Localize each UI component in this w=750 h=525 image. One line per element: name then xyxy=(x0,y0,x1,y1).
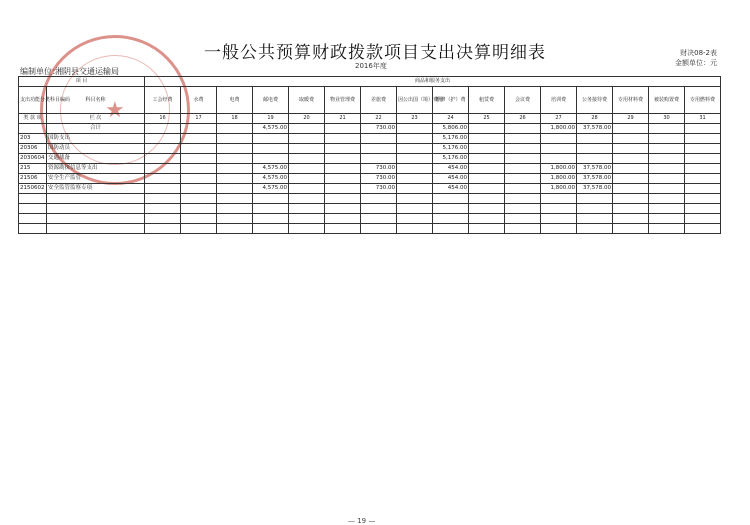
blank-cell xyxy=(47,204,145,214)
blank-cell xyxy=(541,224,577,234)
table-cell: 5,806.00 xyxy=(433,124,469,134)
blank-cell xyxy=(469,204,505,214)
amount-unit: 金额单位：元 xyxy=(675,59,717,67)
blank-cell xyxy=(361,224,397,234)
table-cell xyxy=(577,134,613,144)
col-name-header: 科目名称 xyxy=(47,87,145,114)
blank-cell xyxy=(289,194,325,204)
table-cell xyxy=(253,134,289,144)
table-cell xyxy=(145,164,181,174)
col-header: 取暖费 xyxy=(289,87,325,114)
col-number: 26 xyxy=(505,114,541,124)
table-row xyxy=(19,134,721,144)
table-row xyxy=(19,124,721,134)
blank-cell xyxy=(145,204,181,214)
col-code-header: 支出功能分类科目编码 xyxy=(19,87,47,114)
blank-cell xyxy=(19,224,47,234)
blank-cell xyxy=(433,214,469,224)
blank-cell xyxy=(289,214,325,224)
org-name: 湘阴县交通运输局 xyxy=(55,67,119,76)
row-name: 交通战备 xyxy=(47,154,145,164)
table-cell xyxy=(613,184,649,194)
table-cell xyxy=(325,164,361,174)
table-cell xyxy=(649,154,685,164)
blank-cell xyxy=(685,214,721,224)
row-name: 国防动员 xyxy=(47,144,145,154)
table-cell xyxy=(469,124,505,134)
table-cell: 5,176.00 xyxy=(433,144,469,154)
blank-cell xyxy=(253,204,289,214)
table-cell xyxy=(469,144,505,154)
blank-cell xyxy=(505,214,541,224)
col-number: 17 xyxy=(181,114,217,124)
table-cell xyxy=(181,144,217,154)
row-code: 2030604 xyxy=(19,154,47,164)
blank-cell xyxy=(433,204,469,214)
table-cell: 454.00 xyxy=(433,184,469,194)
table-cell: 730.00 xyxy=(361,164,397,174)
blank-cell xyxy=(181,204,217,214)
table-cell xyxy=(145,154,181,164)
table-cell xyxy=(289,134,325,144)
table-cell xyxy=(649,134,685,144)
blank-cell xyxy=(433,224,469,234)
table-cell xyxy=(685,154,721,164)
table-cell xyxy=(505,164,541,174)
table-cell xyxy=(685,184,721,194)
col-header: 维修（护）费 xyxy=(433,87,469,114)
table-cell xyxy=(505,154,541,164)
col-header: 电费 xyxy=(217,87,253,114)
blank-cell xyxy=(469,224,505,234)
table-cell: 1,800.00 xyxy=(541,174,577,184)
row-name: 安全监管监察专项 xyxy=(47,184,145,194)
table-cell: 37,578.00 xyxy=(577,124,613,134)
table-cell xyxy=(541,134,577,144)
blank-cell xyxy=(433,194,469,204)
col-header: 公务接待费 xyxy=(577,87,613,114)
blank-cell xyxy=(19,194,47,204)
table-cell xyxy=(181,154,217,164)
table-cell xyxy=(613,154,649,164)
row-code xyxy=(19,124,47,134)
blank-cell xyxy=(649,224,685,234)
col-number: 31 xyxy=(685,114,721,124)
header-row-labels xyxy=(19,87,721,114)
blank-cell xyxy=(325,214,361,224)
report-year: 2016年度 xyxy=(355,62,387,70)
row-name: 合计 xyxy=(47,124,145,134)
table-cell xyxy=(361,134,397,144)
table-row xyxy=(19,144,721,154)
blank-cell xyxy=(577,194,613,204)
table-cell xyxy=(505,184,541,194)
table-row xyxy=(19,184,721,194)
table-cell xyxy=(217,154,253,164)
row-kuan-label: 类 款 项 xyxy=(19,114,47,124)
blank-cell xyxy=(217,214,253,224)
blank-cell xyxy=(613,224,649,234)
table-cell: 5,176.00 xyxy=(433,134,469,144)
blank-cell xyxy=(685,194,721,204)
blank-cell xyxy=(505,204,541,214)
blank-cell xyxy=(47,194,145,204)
table-cell xyxy=(649,124,685,134)
page-number: — 19 — xyxy=(348,517,376,525)
table-cell: 730.00 xyxy=(361,184,397,194)
table-cell: 37,578.00 xyxy=(577,184,613,194)
table-cell xyxy=(649,164,685,174)
table-cell: 1,800.00 xyxy=(541,184,577,194)
table-cell xyxy=(325,134,361,144)
table-cell xyxy=(325,154,361,164)
table-cell xyxy=(289,154,325,164)
table-cell xyxy=(613,174,649,184)
col-header: 物业管理费 xyxy=(325,87,361,114)
table-cell xyxy=(685,124,721,134)
table-cell xyxy=(181,184,217,194)
blank-cell xyxy=(253,194,289,204)
table-cell: 4,575.00 xyxy=(253,174,289,184)
seal-star-icon: ★ xyxy=(105,98,125,123)
table-cell xyxy=(289,184,325,194)
blank-cell xyxy=(541,204,577,214)
table-cell xyxy=(469,184,505,194)
row-name: 国防支出 xyxy=(47,134,145,144)
blank-row xyxy=(19,214,721,224)
col-number: 25 xyxy=(469,114,505,124)
blank-cell xyxy=(397,214,433,224)
table-cell xyxy=(505,174,541,184)
table-cell xyxy=(289,174,325,184)
table-cell xyxy=(685,144,721,154)
blank-cell xyxy=(469,214,505,224)
table-cell: 4,575.00 xyxy=(253,164,289,174)
row-name: 安全生产监管 xyxy=(47,174,145,184)
table-row xyxy=(19,154,721,164)
blank-cell xyxy=(47,214,145,224)
blank-cell xyxy=(253,214,289,224)
blank-cell xyxy=(217,204,253,214)
table-cell xyxy=(289,124,325,134)
col-number: 19 xyxy=(253,114,289,124)
blank-cell xyxy=(47,224,145,234)
blank-cell xyxy=(397,224,433,234)
table-cell: 1,800.00 xyxy=(541,164,577,174)
table-cell xyxy=(217,174,253,184)
blank-cell xyxy=(685,224,721,234)
blank-cell xyxy=(541,194,577,204)
table-cell xyxy=(181,164,217,174)
table-cell xyxy=(649,144,685,154)
table-cell: 37,578.00 xyxy=(577,164,613,174)
row-code: 203 xyxy=(19,134,47,144)
blank-cell xyxy=(361,214,397,224)
table-cell xyxy=(289,164,325,174)
table-cell xyxy=(397,154,433,164)
header-row-numbers xyxy=(19,114,721,124)
table-cell xyxy=(613,164,649,174)
col-header: 培训费 xyxy=(541,87,577,114)
table-cell xyxy=(469,174,505,184)
row-name: 资源勘探信息等支出 xyxy=(47,164,145,174)
table-cell: 4,575.00 xyxy=(253,124,289,134)
col-number: 24 xyxy=(433,114,469,124)
table-cell xyxy=(145,124,181,134)
col-header: 因公出国（境）费用 xyxy=(397,87,433,114)
table-cell xyxy=(145,184,181,194)
col-header: 被装购置费 xyxy=(649,87,685,114)
table-cell xyxy=(613,134,649,144)
col-number: 16 xyxy=(145,114,181,124)
table-cell: 1,800.00 xyxy=(541,124,577,134)
blank-cell xyxy=(181,214,217,224)
blank-cell xyxy=(613,214,649,224)
table-cell xyxy=(541,144,577,154)
table-cell xyxy=(397,184,433,194)
table-cell: 5,176.00 xyxy=(433,154,469,164)
table-cell xyxy=(361,144,397,154)
col-number: 22 xyxy=(361,114,397,124)
row-code: 215 xyxy=(19,164,47,174)
blank-cell xyxy=(145,194,181,204)
form-number: 财决08-2表 xyxy=(680,49,717,57)
row-lanci-label: 栏 次 xyxy=(47,114,145,124)
table-cell: 730.00 xyxy=(361,124,397,134)
blank-cell xyxy=(469,194,505,204)
table-cell xyxy=(397,174,433,184)
col-header: 邮电费 xyxy=(253,87,289,114)
page-title: 一般公共预算财政拨款项目支出决算明细表 xyxy=(204,43,546,63)
blank-cell xyxy=(613,204,649,214)
header-row-subject xyxy=(19,77,721,87)
col-number: 21 xyxy=(325,114,361,124)
blank-cell xyxy=(649,204,685,214)
blank-cell xyxy=(577,204,613,214)
blank-cell xyxy=(577,224,613,234)
table-cell xyxy=(217,124,253,134)
table-cell xyxy=(613,144,649,154)
table-cell xyxy=(325,174,361,184)
blank-cell xyxy=(505,224,541,234)
blank-cell xyxy=(19,204,47,214)
group-header: 商品和服务支出 xyxy=(145,77,721,87)
table-cell xyxy=(397,144,433,154)
blank-cell xyxy=(145,224,181,234)
blank-cell xyxy=(325,194,361,204)
table-cell xyxy=(181,174,217,184)
table-cell xyxy=(217,134,253,144)
table-cell xyxy=(181,134,217,144)
table-cell xyxy=(469,134,505,144)
table-cell: 37,578.00 xyxy=(577,174,613,184)
blank-cell xyxy=(397,204,433,214)
table-cell: 730.00 xyxy=(361,174,397,184)
table-cell xyxy=(505,134,541,144)
blank-cell xyxy=(685,204,721,214)
blank-cell xyxy=(325,224,361,234)
table-cell xyxy=(145,134,181,144)
table-cell xyxy=(541,154,577,164)
table-cell xyxy=(685,174,721,184)
blank-cell xyxy=(541,214,577,224)
blank-cell xyxy=(577,214,613,224)
blank-cell xyxy=(289,204,325,214)
blank-cell xyxy=(613,194,649,204)
col-header: 专用燃料费 xyxy=(685,87,721,114)
table-cell xyxy=(685,134,721,144)
table-cell xyxy=(253,154,289,164)
blank-row xyxy=(19,204,721,214)
col-header: 会议费 xyxy=(505,87,541,114)
table-cell xyxy=(361,154,397,164)
col-header: 水费 xyxy=(181,87,217,114)
blank-cell xyxy=(181,194,217,204)
org-label: 编制单位： xyxy=(20,67,60,76)
col-number: 30 xyxy=(649,114,685,124)
table-cell xyxy=(469,154,505,164)
table-cell xyxy=(217,164,253,174)
blank-cell xyxy=(145,214,181,224)
col-header: 租赁费 xyxy=(469,87,505,114)
col-header: 差旅费 xyxy=(361,87,397,114)
table-row xyxy=(19,164,721,174)
col-number: 23 xyxy=(397,114,433,124)
blank-cell xyxy=(19,214,47,224)
blank-cell xyxy=(397,194,433,204)
blank-cell xyxy=(361,204,397,214)
table-cell xyxy=(397,124,433,134)
table-cell: 4,575.00 xyxy=(253,184,289,194)
row-code: 2150602 xyxy=(19,184,47,194)
col-number: 28 xyxy=(577,114,613,124)
table-cell xyxy=(325,124,361,134)
blank-cell xyxy=(181,224,217,234)
col-header: 工会经费 xyxy=(145,87,181,114)
col-number: 27 xyxy=(541,114,577,124)
blank-cell xyxy=(649,194,685,204)
blank-cell xyxy=(289,224,325,234)
table-cell xyxy=(181,124,217,134)
table-cell xyxy=(505,144,541,154)
table-cell xyxy=(289,144,325,154)
table-row xyxy=(19,174,721,184)
table-cell xyxy=(613,124,649,134)
col-number: 18 xyxy=(217,114,253,124)
blank-row xyxy=(19,194,721,204)
table-cell xyxy=(577,144,613,154)
table-cell xyxy=(685,164,721,174)
blank-cell xyxy=(361,194,397,204)
expenditure-table xyxy=(18,76,721,234)
table-cell xyxy=(253,144,289,154)
col-number: 20 xyxy=(289,114,325,124)
table-cell xyxy=(649,184,685,194)
blank-cell xyxy=(325,204,361,214)
col-header: 专用材料费 xyxy=(613,87,649,114)
table-cell xyxy=(505,124,541,134)
table-cell: 454.00 xyxy=(433,174,469,184)
blank-cell xyxy=(217,224,253,234)
table-cell xyxy=(217,144,253,154)
table-cell xyxy=(649,174,685,184)
row-code: 20306 xyxy=(19,144,47,154)
blank-row xyxy=(19,224,721,234)
table-cell xyxy=(397,134,433,144)
table-cell xyxy=(145,144,181,154)
table-cell: 454.00 xyxy=(433,164,469,174)
table-cell xyxy=(217,184,253,194)
table-cell xyxy=(397,164,433,174)
subject-header: 项 目 xyxy=(19,77,145,87)
blank-cell xyxy=(649,214,685,224)
col-number: 29 xyxy=(613,114,649,124)
row-code: 21506 xyxy=(19,174,47,184)
table-cell xyxy=(325,144,361,154)
table-cell xyxy=(145,174,181,184)
table-cell xyxy=(325,184,361,194)
blank-cell xyxy=(253,224,289,234)
blank-cell xyxy=(505,194,541,204)
blank-cell xyxy=(217,194,253,204)
table-cell xyxy=(469,164,505,174)
table-cell xyxy=(577,154,613,164)
